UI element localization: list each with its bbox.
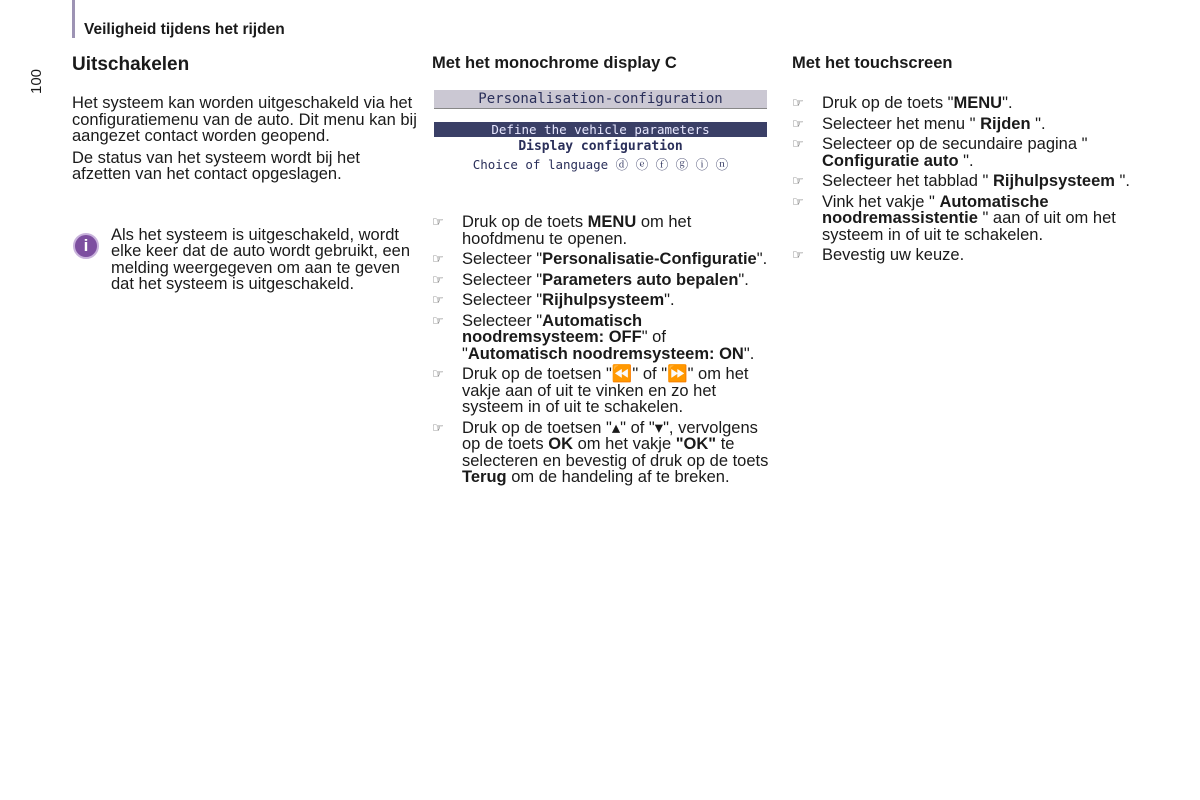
column-monochrome-display [432,54,772,490]
list-item: ☞ Selecteer het tabblad " Rijhulpsysteem ". [792,172,1130,190]
column-disable [72,54,417,293]
pointing-hand-icon: ☞ [432,292,444,307]
pointing-hand-icon: ☞ [792,193,804,209]
pointing-hand-icon: ☞ [432,251,444,266]
step-list-touchscreen [792,95,1132,264]
info-icon: i [73,233,99,259]
heading-monochrome-display: Met het monochrome display C [432,54,677,72]
list-item: ☞ Selecteer op de secundaire pagina " Configuratie auto ". [792,135,1088,170]
page-number: 100 [28,68,45,94]
display-menu-selected-item: Define the vehicle parameters [434,122,767,137]
list-item: ☞ Selecteer "Parameters auto bepalen". [432,270,749,289]
list-item: ☞ Selecteer "Personalisatie-Configuratie". [432,250,768,268]
heading-touchscreen: Met het touchscreen [792,54,953,72]
display-menu-item: Choice of language ⓓ ⓔ ⓕ ⓖ ⓘ ⓝ [472,157,729,172]
section-title: Veiligheid tijdens het rijden [84,21,285,38]
monochrome-display-screenshot [434,90,767,176]
step-list-monochrome [432,214,772,486]
pointing-hand-icon: ☞ [792,95,804,110]
list-item: ☞ Bevestig uw keuze. [792,246,965,264]
column-touchscreen [792,54,1132,268]
pointing-hand-icon: ☞ [792,136,804,151]
list-item: ☞ Selecteer "Automatisch noodremsysteem: OFF" of "Automatisch noodremsysteem: ON". [432,311,755,363]
pointing-hand-icon: ☞ [432,419,444,435]
list-item: ☞ Selecteer "Rijhulpsysteem". [432,291,675,309]
list-item: ☞ Druk op de toets MENU om het hoofdmenu te openen. [432,213,692,248]
pointing-hand-icon: ☞ [792,115,804,131]
list-item: ☞ Vink het vakje " Automatische noodremassistentie " aan of uit om het systeem in of uit te schakelen. [792,192,1116,244]
list-item: ☞ Druk op de toets "MENU". [792,94,1013,112]
pointing-hand-icon: ☞ [432,271,444,287]
info-note [72,227,417,293]
pointing-hand-icon: ☞ [432,214,444,229]
display-menu-item: Display configuration [518,139,683,154]
pointing-hand-icon: ☞ [432,366,444,381]
list-item: ☞ Druk op de toetsen "⏪" of "⏩" om het vakje aan of uit te vinken en zo het systeem in of uit te schakelen. [432,365,749,416]
list-item: ☞ Selecteer het menu " Rijden ". [792,114,1046,133]
info-note-text: Als het systeem is uitgeschakeld, wordt elke keer dat de auto wordt gebruikt, een melding weergegeven om aan te geven dat het systeem is uitgeschakeld. [111,225,411,293]
section-rule [72,0,75,38]
pointing-hand-icon: ☞ [792,247,804,262]
list-item: ☞ Druk op de toetsen "▴" of "▾", vervolgens op de toets OK om het vakje "OK" te selecteren en bevestig of druk op de toets Terug om de handeling af te breken. [432,418,769,486]
display-menu-title: Personalisation-configuration [434,90,767,109]
paragraph-status-saved: De status van het systeem wordt bij het afzetten van het contact opgeslagen. [72,148,360,183]
pointing-hand-icon: ☞ [792,173,804,188]
heading-uitschakelen: Uitschakelen [72,54,190,75]
paragraph-disable-via-menu: Het systeem kan worden uitgeschakeld via het configuratiemenu van de auto. Dit menu kan bij aangezet contact worden geopend. [72,94,417,145]
pointing-hand-icon: ☞ [432,312,444,328]
